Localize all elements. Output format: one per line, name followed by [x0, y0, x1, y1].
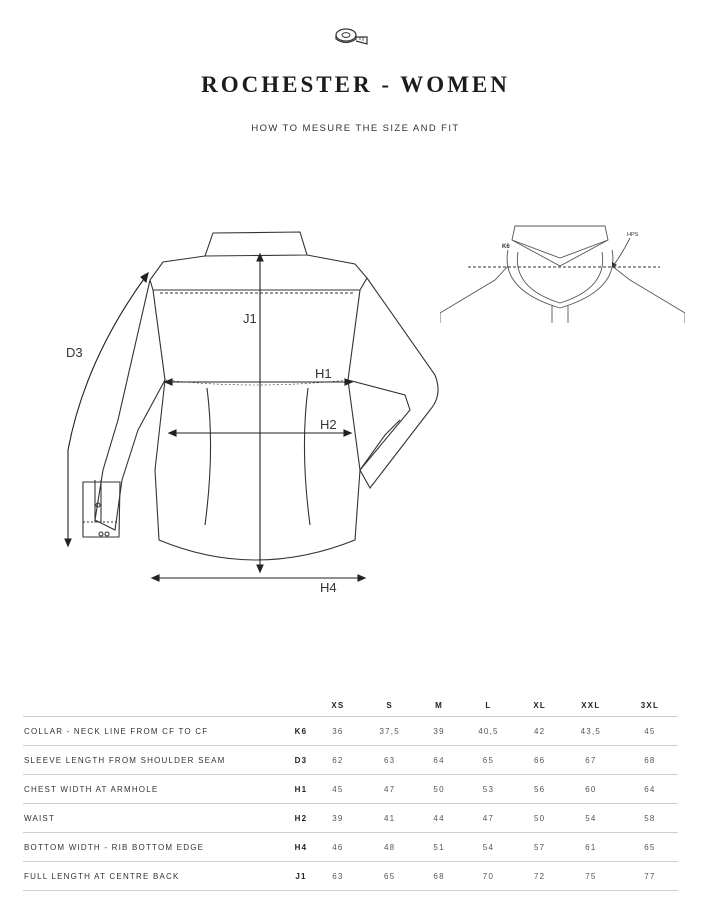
table-cell: 41: [359, 804, 421, 833]
table-cell: 42: [519, 717, 559, 746]
table-cell: 45: [622, 717, 678, 746]
row-label: WAIST: [23, 804, 285, 833]
table-cell: 62: [317, 746, 359, 775]
table-cell: 60: [560, 775, 622, 804]
table-row: [23, 746, 678, 775]
table-cell: 50: [421, 775, 458, 804]
table-cell: 75: [560, 862, 622, 891]
table-cell: 40,5: [458, 717, 520, 746]
table-row: [23, 862, 678, 891]
table-cell: 44: [421, 804, 458, 833]
label-j1: J1: [243, 311, 257, 326]
table-cell: 77: [622, 862, 678, 891]
table-cell: 68: [622, 746, 678, 775]
table-cell: 39: [421, 717, 458, 746]
label-h1: H1: [315, 366, 332, 381]
table-row: [23, 717, 678, 746]
row-label: COLLAR - NECK LINE FROM CF TO CF: [23, 717, 285, 746]
header-size: L: [485, 700, 492, 710]
label-hps: HPS: [627, 232, 639, 238]
row-code: H1: [285, 775, 317, 804]
table-cell: 36: [317, 717, 359, 746]
size-table: [23, 694, 678, 891]
table-cell: 65: [359, 862, 421, 891]
table-header-row: [23, 694, 678, 717]
table-cell: 65: [622, 833, 678, 862]
row-label: SLEEVE LENGTH FROM SHOULDER SEAM: [23, 746, 285, 775]
table-cell: 68: [421, 862, 458, 891]
table-cell: 47: [359, 775, 421, 804]
label-d3: D3: [66, 345, 83, 360]
table-cell: 47: [458, 804, 520, 833]
table-cell: 64: [622, 775, 678, 804]
table-cell: 56: [519, 775, 559, 804]
table-cell: 43,5: [560, 717, 622, 746]
table-cell: 58: [622, 804, 678, 833]
table-cell: 45: [317, 775, 359, 804]
table-cell: 63: [317, 862, 359, 891]
table-cell: 46: [317, 833, 359, 862]
label-h2: H2: [320, 417, 337, 432]
table-row: [23, 833, 678, 862]
header-size: XXL: [581, 700, 601, 710]
table-cell: 67: [560, 746, 622, 775]
table-cell: 37,5: [359, 717, 421, 746]
table-cell: 53: [458, 775, 520, 804]
table-cell: 51: [421, 833, 458, 862]
table-cell: 65: [458, 746, 520, 775]
header-empty-code: [285, 694, 317, 717]
row-label: CHEST WIDTH AT ARMHOLE: [23, 775, 285, 804]
row-code: H4: [285, 833, 317, 862]
row-label: FULL LENGTH AT CENTRE BACK: [23, 862, 285, 891]
row-code: D3: [285, 746, 317, 775]
table-cell: 61: [560, 833, 622, 862]
page-subtitle: HOW TO MESURE THE SIZE AND FIT: [251, 123, 460, 134]
header-size: 3XL: [640, 700, 660, 710]
table-cell: 39: [317, 804, 359, 833]
table-cell: 63: [359, 746, 421, 775]
table-cell: 54: [560, 804, 622, 833]
row-code: J1: [285, 862, 317, 891]
table-cell: 48: [359, 833, 421, 862]
table-cell: 70: [458, 862, 520, 891]
page-title: ROCHESTER - WOMEN: [201, 72, 510, 97]
table-cell: 57: [519, 833, 559, 862]
row-code: K6: [285, 717, 317, 746]
table-cell: 72: [519, 862, 559, 891]
table-row: [23, 775, 678, 804]
header-size: XL: [533, 700, 546, 710]
label-k6: K6: [502, 244, 510, 250]
row-code: H2: [285, 804, 317, 833]
row-label: BOTTOM WIDTH - RIB BOTTOM EDGE: [23, 833, 285, 862]
header-size: S: [386, 700, 393, 710]
shirt-back-diagram: [55, 220, 455, 605]
table-cell: 50: [519, 804, 559, 833]
table-cell: 64: [421, 746, 458, 775]
header-size: XS: [331, 700, 345, 710]
table-cell: 66: [519, 746, 559, 775]
table-row: [23, 804, 678, 833]
measuring-tape-icon: [333, 24, 373, 48]
header-empty-label: [23, 694, 285, 717]
label-h4: H4: [320, 580, 337, 595]
table-cell: 54: [458, 833, 520, 862]
collar-detail-diagram: [440, 218, 685, 323]
header-size: M: [435, 700, 444, 710]
